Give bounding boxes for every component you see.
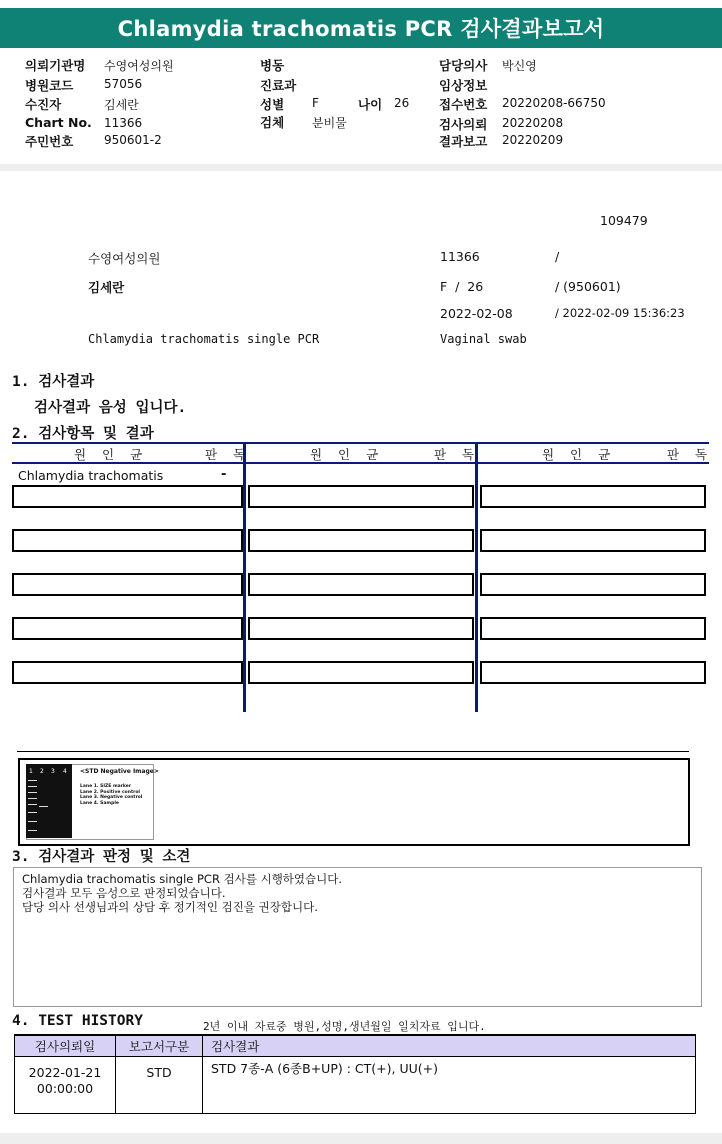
form-specimen: Vaginal swab [440, 332, 527, 346]
col2-judgement-header: 판 독 [434, 447, 481, 462]
section1-body: 검사결과 음성 입니다. [34, 400, 187, 416]
history-cell-date [15, 1057, 116, 1114]
info-value-patient: 김세란 [104, 98, 139, 112]
gel-band [28, 780, 37, 781]
col1-judgement-header: 판 독 [205, 447, 252, 462]
result-box [480, 573, 706, 596]
info-value-chart: 11366 [104, 116, 143, 130]
gel-photo [26, 764, 72, 838]
info-value-age: 26 [394, 96, 410, 110]
form-sex-age: F / 26 [440, 279, 484, 294]
history-header-date: 검사의뢰일 [15, 1035, 116, 1057]
form-date-report: / 2022-02-09 15:36:23 [555, 306, 685, 320]
report-title: Chlamydia trachomatis PCR 검사결과보고서 [0, 8, 722, 48]
info-label-department: 진료과 [260, 78, 297, 93]
form-date-request: 2022-02-08 [440, 306, 513, 321]
result-box [248, 661, 474, 684]
info-label-requested: 검사의뢰 [439, 117, 488, 132]
section1-title: 1. 검사결과 [12, 374, 95, 390]
info-label-age: 나이 [358, 97, 383, 112]
gel-band [28, 830, 37, 831]
gel-band [28, 804, 37, 805]
info-value-resident-number: 950601-2 [104, 133, 162, 147]
info-label-receipt: 접수번호 [439, 97, 488, 112]
result-box [248, 573, 474, 596]
info-label-clinical: 임상정보 [439, 78, 488, 93]
result-box [12, 529, 243, 552]
info-value-sex: F [312, 96, 319, 110]
gel-legend-item: Lane 1. SIZE marker [80, 784, 132, 789]
results-column-divider-1 [243, 443, 246, 712]
info-label-chart: Chart No. [25, 115, 92, 130]
section4-title: 4. TEST HISTORY [12, 1013, 143, 1029]
history-row [15, 1057, 696, 1114]
form-test-name: Chlamydia trachomatis single PCR [88, 332, 320, 346]
result-box [12, 617, 243, 640]
result-box [480, 617, 706, 640]
col3-pathogen-header: 원 인 균 [542, 447, 617, 462]
gel-legend-item: Lane 2. Positive control [80, 789, 140, 795]
result-box [12, 485, 243, 508]
info-value-specimen: 분비물 [312, 116, 347, 130]
info-label-doctor: 담당의사 [439, 58, 488, 73]
info-label-patient: 수진자 [25, 97, 62, 112]
result-box [480, 485, 706, 508]
info-label-reported: 결과보고 [439, 134, 488, 149]
info-value-receipt: 20220208-66750 [502, 96, 606, 110]
form-birth: / (950601) [555, 279, 621, 294]
gel-lane-label: 4 [63, 768, 67, 775]
history-cell-result: STD 7종-A (6종B+UP) : CT(+), UU(+) [203, 1057, 696, 1114]
form-number: 109479 [600, 213, 648, 228]
gel-legend-item: Lane 4. Sample [80, 800, 119, 806]
result-box [12, 573, 243, 596]
info-label-hospital: 의뢰기관명 [25, 58, 86, 73]
gel-band [28, 798, 37, 799]
info-value-requested: 20220208 [502, 116, 564, 130]
result-box [248, 485, 474, 508]
info-value-hospital-code: 57056 [104, 77, 143, 91]
footer-band [0, 1133, 722, 1144]
results-table-top-rule [12, 442, 709, 444]
result-box [12, 661, 243, 684]
results-column-divider-2 [475, 443, 478, 712]
history-header-row [15, 1035, 696, 1057]
gel-legend-item: Lane 3. Negative control [80, 795, 143, 800]
result-box [248, 529, 474, 552]
section3-title: 3. 검사결과 판정 및 소견 [12, 849, 191, 865]
form-slash: / [555, 249, 560, 264]
info-label-hospital-code: 병원코드 [25, 78, 74, 93]
gel-lane-label: 1 [29, 768, 33, 775]
info-value-hospital: 수영여성의원 [104, 59, 174, 73]
result-box [480, 529, 706, 552]
history-time: 00:00:00 [36, 1081, 94, 1096]
info-label-ward: 병동 [260, 58, 285, 73]
history-header-result: 검사결과 [203, 1035, 696, 1057]
result-box [248, 617, 474, 640]
info-label-specimen: 검체 [260, 115, 285, 130]
separator-band [0, 164, 722, 171]
patient-info-block [0, 48, 722, 164]
remark-line: 검사결과 모두 음성으로 판정되었습니다. [22, 886, 226, 900]
gel-band [28, 792, 37, 793]
remark-line: 담당 의사 선생님과의 상담 후 정기적인 검진을 권장합니다. [22, 900, 318, 914]
gel-lane-label: 3 [51, 768, 55, 775]
history-note: 2년 이내 자료중 병원,성명,생년월일 일치자료 입니다. [203, 1020, 486, 1033]
section2-title: 2. 검사항목 및 결과 [12, 426, 154, 442]
info-label-sex: 성별 [260, 97, 285, 112]
history-table [14, 1034, 696, 1114]
gel-band [28, 821, 37, 822]
col1-pathogen-header: 원 인 균 [74, 447, 149, 462]
form-clinic: 수영여성의원 [88, 251, 161, 266]
history-header-type: 보고서구분 [116, 1035, 203, 1057]
gel-top-rule [17, 751, 689, 752]
gel-band [28, 786, 37, 787]
form-patient: 김세란 [88, 280, 125, 295]
history-cell-type: STD [116, 1057, 203, 1114]
info-value-reported: 20220209 [502, 133, 564, 147]
gel-title: <STD Negative Image> [80, 768, 159, 775]
form-chart: 11366 [440, 249, 480, 264]
info-label-resident-number: 주민번호 [25, 134, 74, 149]
col2-pathogen-header: 원 인 균 [310, 447, 385, 462]
remark-line: Chlamydia trachomatis single PCR 검사를 시행하였습니다. [22, 872, 343, 886]
remarks-box [13, 867, 702, 1007]
result-box [480, 661, 706, 684]
result-row-judgement: - [221, 467, 227, 482]
gel-legend [80, 784, 142, 806]
gel-band [28, 812, 37, 813]
col3-judgement-header: 판 독 [667, 447, 714, 462]
history-date: 2022-01-21 [28, 1065, 102, 1080]
result-row-pathogen: Chlamydia trachomatis [18, 468, 164, 483]
gel-lane-label: 2 [40, 768, 44, 775]
gel-band [39, 806, 48, 807]
info-value-doctor: 박신영 [502, 59, 537, 73]
